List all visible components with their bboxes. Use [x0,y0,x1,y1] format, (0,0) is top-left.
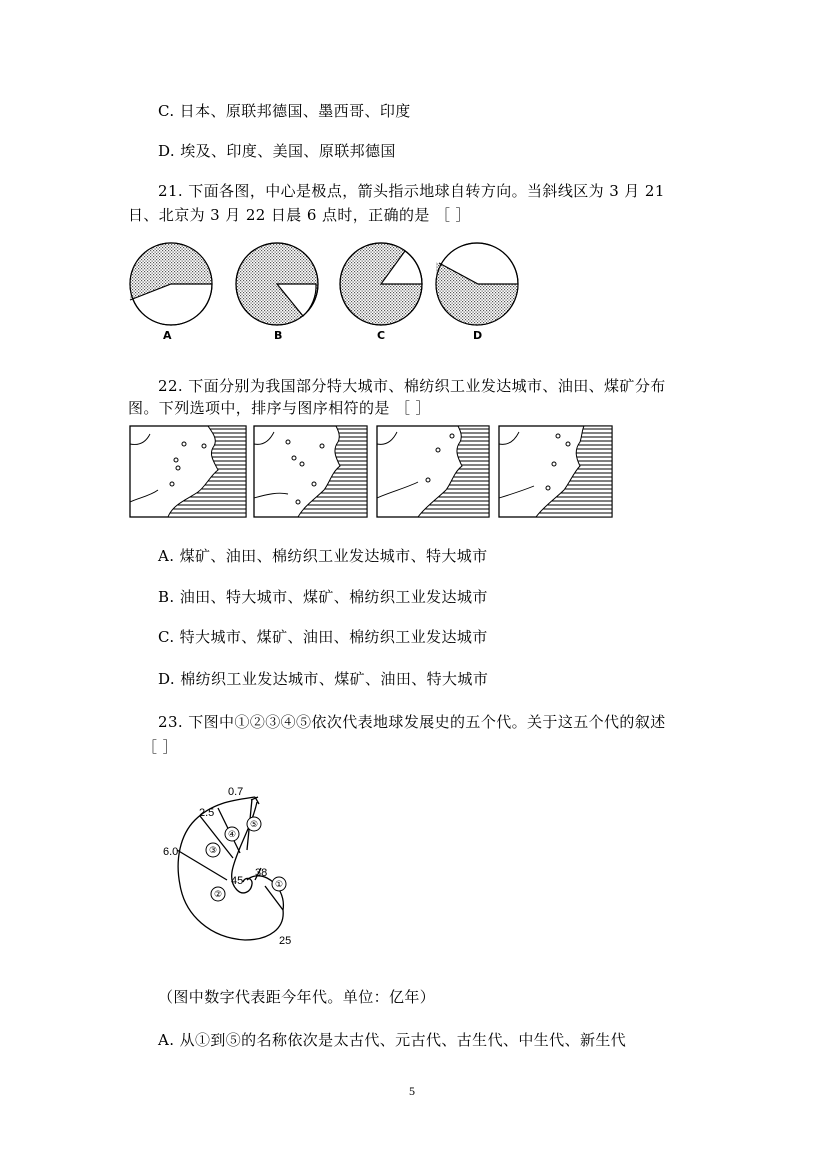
page-number: 5 [409,1084,415,1098]
q22-china-maps-figure [128,424,618,522]
circle-c [340,243,422,325]
q22-option-c: C. 特大城市、煤矿、油田、棉纺织工业发达城市 [158,628,488,646]
q23-caption: （图中数字代表距今年代。单位：亿年） [158,988,436,1006]
map-2 [254,426,367,517]
q23-option-a: A. 从①到⑤的名称依次是太古代、元古代、古生代、中生代、新生代 [158,1031,627,1049]
circle-b [236,243,318,325]
circle-label-d: D [473,329,483,342]
q21-stem-line1: 21. 下面各图，中心是极点，箭头指示地球自转方向。当斜线区为 3 月 21 [158,182,665,200]
spiral-number-2-5: 2.5 [199,807,215,819]
era-mark-3: ③ [208,846,218,856]
circle-d [436,243,518,325]
q22-stem-line2: 图。下列选项中，排序与图序相符的是 ［ ］ [128,399,431,417]
q21-polar-circles-figure [120,232,530,332]
spiral-number-25: 25 [279,935,292,947]
q22-stem-line1: 22. 下面分别为我国部分特大城市、棉纺织工业发达城市、油田、煤矿分布 [158,377,666,395]
map-4 [499,426,612,517]
spiral-number-38: 38 [255,867,268,879]
circle-label-c: C [377,329,386,342]
q23-stem-line1: 23. 下图中①②③④⑤依次代表地球发展史的五个代。关于这五个代的叙述 [158,713,666,731]
q22-option-d: D. 棉纺织工业发达城市、煤矿、油田、特大城市 [158,670,489,688]
spiral-number-45: 45 [231,875,244,887]
map-1 [130,426,246,517]
spiral-number-0-7: 0.7 [228,786,244,798]
era-mark-1: ① [274,880,284,890]
q20-option-d: D. 埃及、印度、美国、原联邦德国 [158,142,396,160]
circle-label-a: A [163,329,172,342]
q23-stem-line2: ［ ］ [142,738,178,756]
q21-stem-line2: 日、北京为 3 月 22 日晨 6 点时，正确的是 ［ ］ [128,206,471,224]
circle-a [130,243,212,325]
q20-option-c: C. 日本、原联邦德国、墨西哥、印度 [158,102,411,120]
era-mark-4: ④ [227,830,237,840]
spiral-number-6-0: 6.0 [163,846,179,858]
q22-option-a: A. 煤矿、油田、棉纺织工业发达城市、特大城市 [158,547,488,565]
map-3 [377,426,489,517]
era-mark-5: ⑤ [249,820,259,830]
circle-label-b: B [274,329,283,342]
era-mark-2: ② [213,890,223,900]
q23-geologic-spiral-figure [155,780,315,955]
q22-option-b: B. 油田、特大城市、煤矿、棉纺织工业发达城市 [158,588,488,606]
